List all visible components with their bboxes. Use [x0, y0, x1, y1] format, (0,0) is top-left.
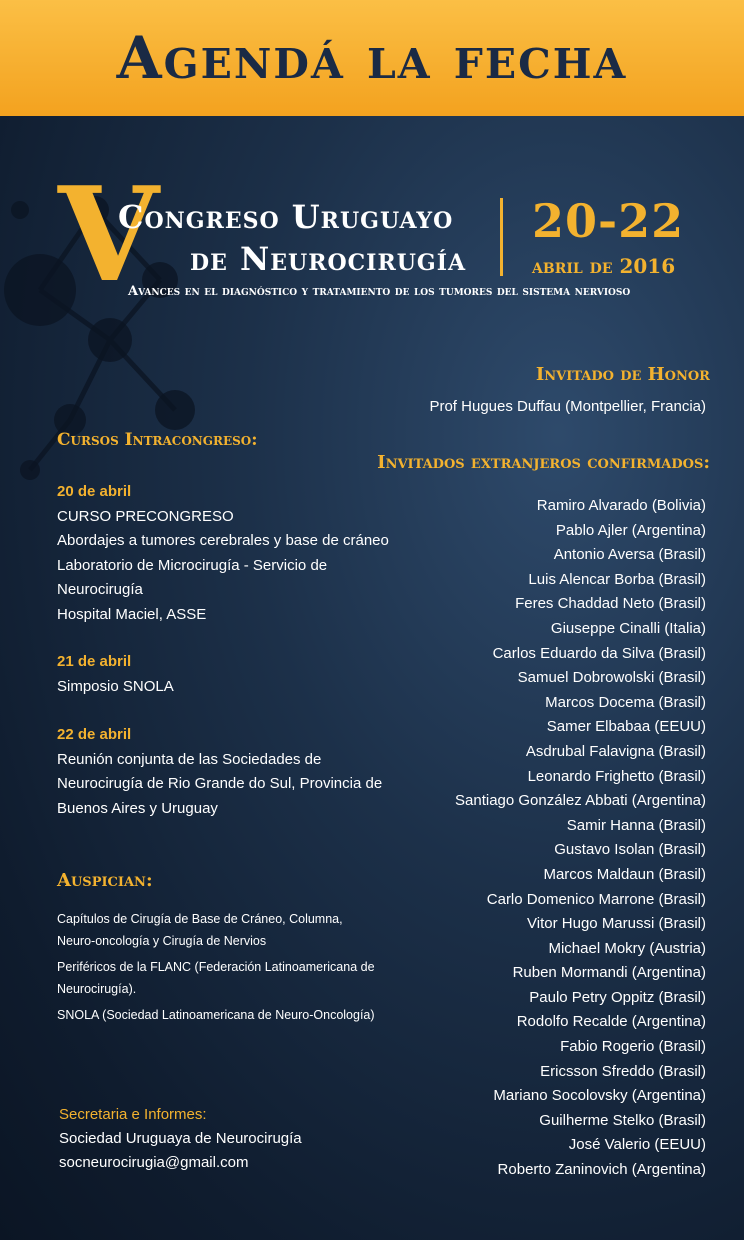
guest-item: Luis Alencar Borba (Brasil) [528, 570, 706, 588]
contact-label: Secretaria e Informes: [59, 1106, 207, 1123]
guest-item: Ericsson Sfreddo (Brasil) [540, 1062, 706, 1080]
guest-item: Samer Elbabaa (EEUU) [546, 718, 706, 736]
courses-heading: Cursos Intracongreso: [57, 430, 258, 450]
guest-item: Gustavo Isolan (Brasil) [554, 841, 706, 859]
congress-title-line2: de Neurocirugía [190, 240, 467, 278]
guest-item: Guilherme Stelko (Brasil) [539, 1111, 706, 1129]
sponsors-list [57, 908, 377, 1030]
course-line: Neurocirugía [57, 581, 143, 598]
sponsor-item: SNOLA (Sociedad Latinoamericana de Neuro-Oncología) [57, 1008, 375, 1022]
honor-guest-heading: Invitado de Honor [535, 364, 710, 385]
guest-item: Samuel Dobrowolski (Brasil) [517, 669, 706, 687]
banner-title: Agendá la fecha [116, 24, 628, 92]
guest-item: Paulo Petry Oppitz (Brasil) [529, 988, 706, 1006]
course-date: 21 de abril [57, 653, 132, 670]
congress-header [0, 158, 744, 311]
congress-numeral: V [58, 158, 159, 311]
guest-item: Asdrubal Falavigna (Brasil) [525, 742, 706, 760]
congress-month: abril de 2016 [532, 254, 676, 278]
congress-dates: 20-22 [532, 194, 685, 248]
guest-item: Ruben Mormandi (Argentina) [512, 964, 706, 982]
honor-guest-name: Prof Hugues Duffau (Montpellier, Francia) [429, 398, 706, 415]
guest-item: Leonardo Frighetto (Brasil) [527, 767, 706, 785]
congress-subtitle: Avances en el diagnóstico y tratamiento de los tumores del sistema nervioso [128, 284, 631, 299]
foreign-guests-list [455, 494, 706, 1183]
course-line: Reunión conjunta de las Sociedades de [57, 750, 322, 768]
contact-email[interactable]: socneurocirugia@gmail.com [59, 1154, 249, 1171]
foreign-guests-heading: Invitados extranjeros confirmados: [377, 452, 710, 473]
course-line: Simposio SNOLA [57, 677, 174, 695]
guest-item: Rodolfo Recalde (Argentina) [516, 1013, 706, 1031]
course-day-21 [57, 650, 174, 699]
guest-item: Antonio Aversa (Brasil) [553, 546, 706, 564]
congress-title-line1: Congreso Uruguayo [118, 198, 454, 236]
header-divider [500, 198, 503, 276]
sponsors-heading: Auspician: [57, 870, 153, 891]
top-banner [0, 0, 744, 116]
guest-item: Santiago González Abbati (Argentina) [455, 792, 706, 810]
guest-item: Roberto Zaninovich (Argentina) [497, 1161, 706, 1179]
guest-item: Giuseppe Cinalli (Italia) [550, 619, 706, 637]
course-line: Buenos Aires y Uruguay [57, 799, 218, 817]
guest-item: Marcos Maldaun (Brasil) [543, 865, 706, 883]
guest-item: Fabio Rogerio (Brasil) [560, 1038, 706, 1056]
contact-block [59, 1103, 302, 1175]
course-line: CURSO PRECONGRESO [57, 507, 234, 525]
guest-item: Michael Mokry (Austria) [548, 939, 706, 957]
course-line: Hospital Maciel, ASSE [57, 605, 207, 623]
guest-item: Vitor Hugo Marussi (Brasil) [527, 915, 706, 933]
guest-item: Pablo Ajler (Argentina) [555, 521, 706, 539]
course-day-22 [57, 723, 382, 821]
sponsor-item: Periféricos de la FLANC (Federación Latinoamericana de Neurocirugía). [57, 960, 375, 996]
guest-item: Marcos Docema (Brasil) [545, 693, 706, 711]
guest-item: Ramiro Alvarado (Bolivia) [536, 497, 706, 514]
guest-item: Feres Chaddad Neto (Brasil) [515, 595, 706, 613]
course-line: Abordajes a tumores cerebrales y base de cráneo [57, 532, 389, 549]
guest-item: Samir Hanna (Brasil) [566, 816, 706, 834]
course-line: Laboratorio de Microcirugía - Servicio de [57, 556, 328, 574]
course-date: 22 de abril [57, 726, 132, 743]
guest-item: Carlo Domenico Marrone (Brasil) [486, 890, 706, 908]
contact-org: Sociedad Uruguaya de Neurocirugía [59, 1130, 302, 1147]
guest-item: Mariano Socolovsky (Argentina) [493, 1087, 706, 1105]
course-line: Neurocirugía de Rio Grande do Sul, Provincia de [57, 775, 383, 792]
guest-item: Carlos Eduardo da Silva (Brasil) [492, 644, 706, 662]
sponsor-item: Capítulos de Cirugía de Base de Cráneo, Columna, Neuro-oncología y Cirugía de Nervios [57, 912, 343, 948]
guest-item: José Valerio (EEUU) [568, 1136, 706, 1154]
course-day-20 [57, 480, 389, 627]
course-date: 20 de abril [57, 483, 132, 500]
